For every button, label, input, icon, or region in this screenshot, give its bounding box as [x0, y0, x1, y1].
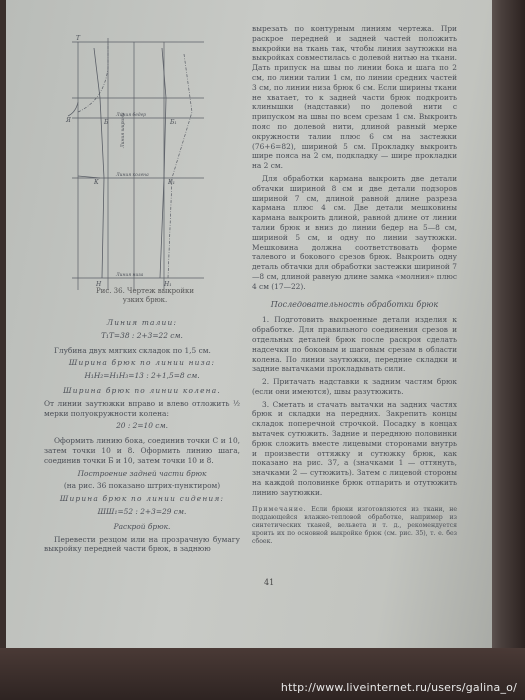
label-b1: Б₁	[170, 119, 177, 126]
line-bottom-label: Линия низа	[116, 273, 144, 278]
bottom-width-formula: Н₁Н₂=Н₁Н₃=13 : 2+1,5=8 см.	[84, 371, 200, 381]
label-t: Т	[76, 35, 81, 42]
waist-heading: Линия талии:	[106, 318, 178, 327]
step-2-text: 2. Притачать надставки к задним частям брюк (если они имеются), швы разутюжить.	[252, 377, 457, 396]
page-number: 41	[264, 578, 275, 587]
label-ya: Я	[66, 117, 71, 124]
cutting-heading: Раскрой брюк.	[113, 521, 171, 531]
knee-width-formula: 20 : 2=10 см.	[116, 421, 168, 431]
sequence-heading: Последовательность обработки брюк	[270, 299, 439, 309]
back-part-subheading: (на рис. 36 показано штрих-пунктиром)	[63, 481, 221, 491]
book-page	[6, 0, 492, 652]
label-n: Н	[96, 281, 102, 288]
left-column	[44, 318, 240, 557]
step-3-text: 3. Сметать и стачать вытачки на задних частях брюк и складки на передних. Закрепить концы складок поперечной строчкой. Посадку в концах вытачек сутюжить. Задние и переднюю половинки брюк сложить вместе лицевыми сторонами внутрь и произвести оттяжку и сутюжку брюк, как показано на рис. 37, а (значками 1 — оттянуть, значками 2 — сутюжить). Затем с лицевой стороны на каждой половинке брюк отпарить и отутюжить линию заутюжки.	[252, 399, 457, 497]
caption-line-2: узких брюк.	[122, 296, 168, 304]
label-k1: К₁	[168, 179, 176, 186]
waist-formula: Т₁Т=38 : 2+3=22 см.	[101, 330, 183, 340]
label-k: К	[94, 179, 99, 186]
pocket-text: Для обработки кармана выкроить две детали обтачки шириной 8 см и две детали подзоров шириной 7 см, длиной равной длине разреза кармана плюс 4 см. Две детали мешковины кармана выкроить длиной, равной длине от линии талии брюк и вниз до линии бедер на 5—8 см, шириной 5 см, и одну по линии заутюжки. Мешковина должна соответствовать форме талевого и бокового срезов брюк. Выкроить одну деталь обтачки для обработки застежки шириной 7—8 см, длиной равную длине замка «молния» плюс 4 см (17—22).	[252, 173, 457, 291]
step-1-text: 1. Подготовить выкроенные детали изделия к обработке. Для правильного соединения срезов и отдельных деталей брюк после раскроя сделать надсечки по боковым и шаговым срезам в области колена. По линии заутюжки, передние складки и задние вытачками прокладывать сили.	[252, 315, 457, 374]
label-n1: Н₁	[164, 281, 172, 288]
knee-width-text: От линии заутюжки вправо и влево отложить ½ мерки полуокружности колена:	[44, 398, 240, 418]
line-hips-label: Линия бедер	[116, 113, 146, 118]
side-line-text: Оформить линию бока, соединив точки С и 10, затем точки 10 и 8. Оформить линию шага, соединив точки Б и 10, затем точки 10 и 8.	[44, 436, 240, 465]
watermark-url: http://www.liveinternet.ru/users/galina_o/	[280, 681, 517, 694]
note-lead: Примечание.	[252, 505, 307, 513]
caption-line-1: Рис. 36. Чертеж выкройки	[95, 287, 195, 295]
seat-width-formula: ШШ₁=52 : 2+3=29 см.	[97, 506, 187, 516]
figure-caption	[70, 287, 220, 305]
bottom-width-heading: Ширина брюк по линии низа:	[68, 358, 216, 368]
back-part-heading: Построение задней части брюк	[77, 468, 207, 478]
pattern-drawing	[64, 28, 214, 298]
label-b: Б	[104, 119, 109, 126]
line-knee-label: Линия колена	[116, 173, 149, 178]
note-text	[252, 506, 457, 546]
folds-text: Глубина двух мягких складок по 1,5 см.	[54, 345, 211, 355]
cutting-text: Перевести резцом или на прозрачную бумагу выкройку передней части брюк, в заднюю	[44, 534, 240, 554]
note-body: Если брюки изготовляются из ткани, не поддающейся влажно-тепловой обработке, например из синтетических тканей, вельвета и т. д., рекомендуется кроить их по основной выкройке брюк (см. рис. 35), т. е. без сбоек.	[252, 505, 458, 545]
cutting-continued-text: вырезать по контурным линиям чертежа. При раскрое передней и задней частей положить выкройки на ткань так, чтобы линия заутюжки на выкройках совместилась с долевой нитью на ткани. Дать припуск на швы по линии бока и шага по 2 см, по линии талии 1 см, по линии средних частей 3 см, по линии низа брюк 6 см. Если ширины ткани не хватает, то к задней части брюк подкроить клинышки (надставки) по долевой нити с припуском на швы по всем срезам 1 см. Выкроить пояс по долевой нити, длиной равный мерке окружности талии плюс 6 см на застежки (76+6=82), шириной 5 см. Прокладку выкроить шире пояса на 2 см, подкладку — шире прокладки на 2 см.	[252, 24, 457, 171]
right-column	[252, 24, 457, 552]
line-width-label: Линия ширины	[121, 112, 126, 148]
knee-width-heading: Ширина брюк по линии колена.	[63, 385, 221, 395]
seat-width-heading: Ширина брюк по линии сидения:	[59, 494, 225, 504]
